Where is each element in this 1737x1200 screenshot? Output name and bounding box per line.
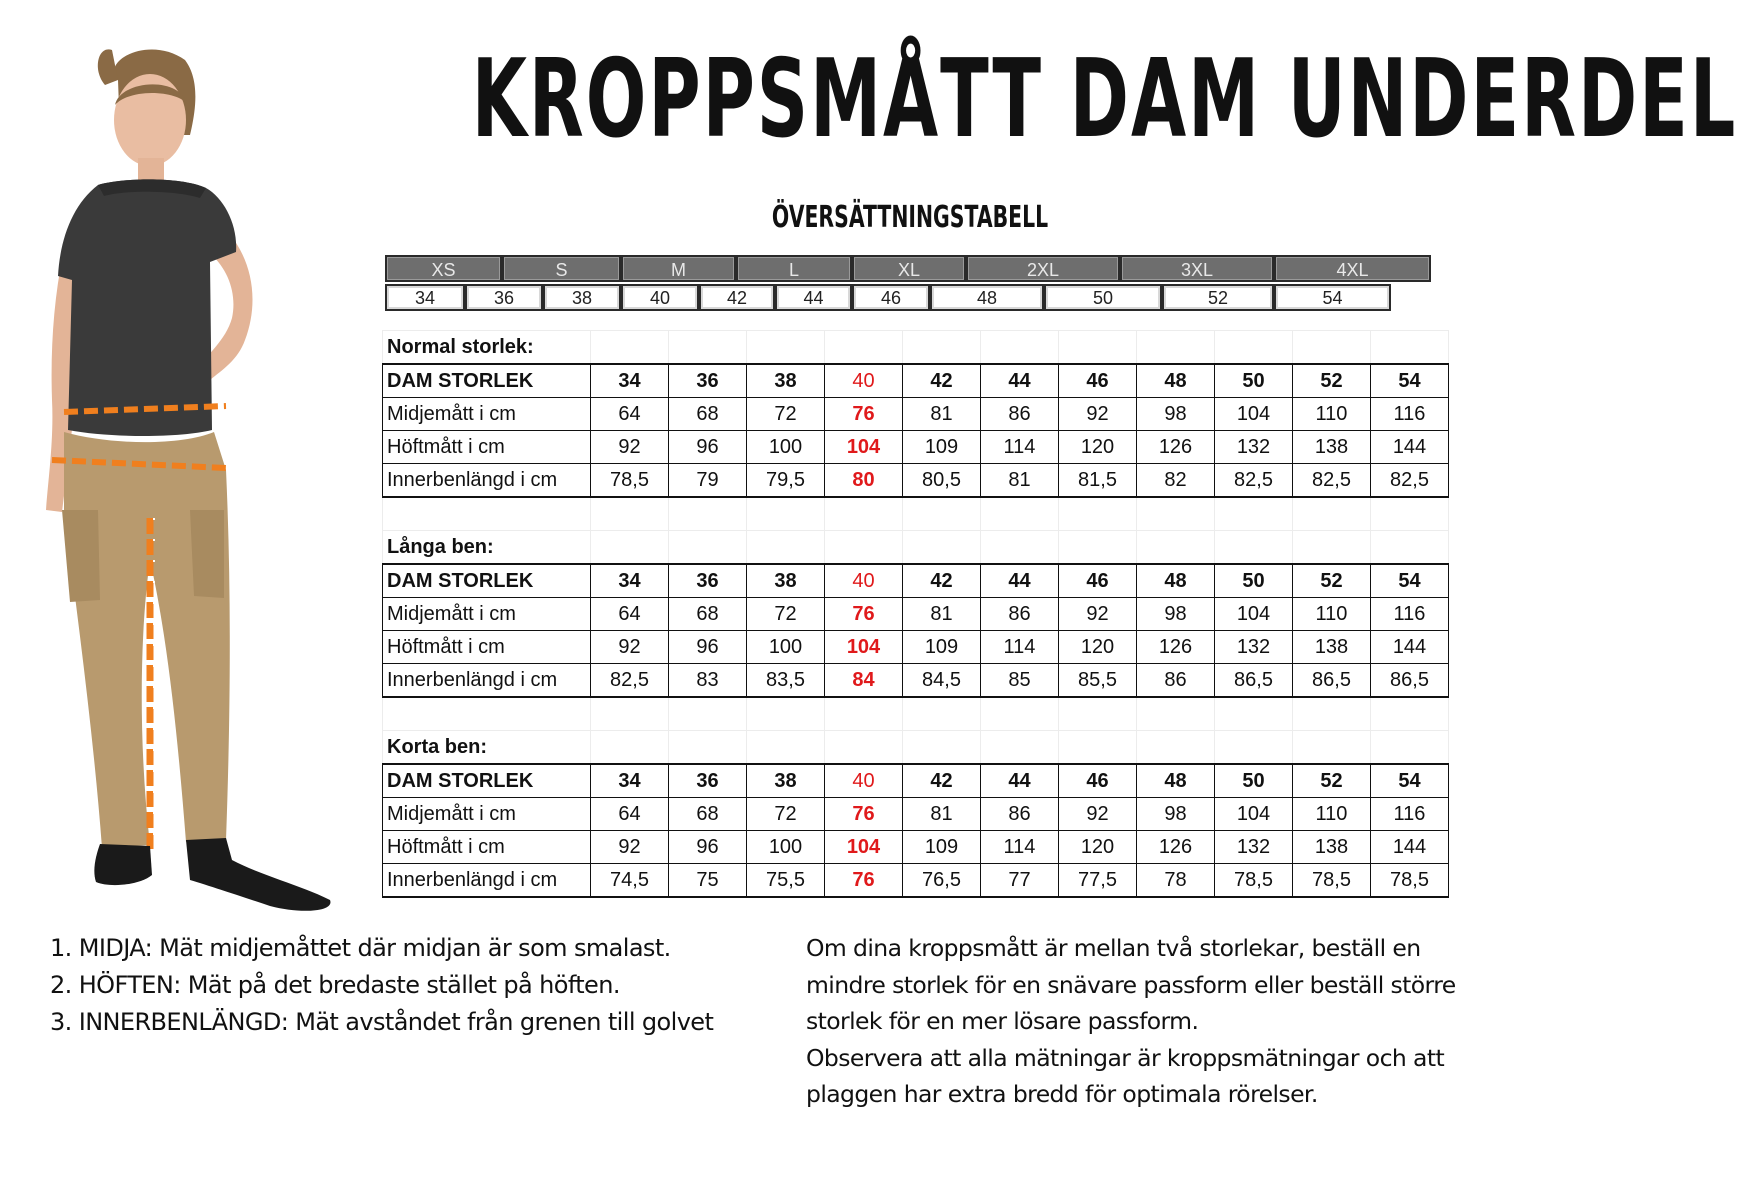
- table-row: [383, 831, 1449, 864]
- empty-cell: [903, 497, 981, 531]
- measure-value: 120: [1059, 831, 1137, 864]
- empty-cell: [591, 331, 669, 365]
- measure-value: 110: [1293, 398, 1371, 431]
- size-header-cell: 34: [591, 764, 669, 798]
- measure-value: 76: [825, 798, 903, 831]
- measure-value: 116: [1371, 598, 1449, 631]
- size-header-cell: 48: [1137, 564, 1215, 598]
- measure-value: 92: [1059, 398, 1137, 431]
- size-header-cell: 36: [669, 764, 747, 798]
- size-header-cell: 48: [1137, 764, 1215, 798]
- measure-value: 116: [1371, 798, 1449, 831]
- measure-value: 85: [981, 664, 1059, 698]
- size-header-cell: 54: [1371, 564, 1449, 598]
- empty-cell: [825, 731, 903, 765]
- size-header-cell: 52: [1293, 364, 1371, 398]
- empty-cell: [1059, 731, 1137, 765]
- empty-cell: [981, 331, 1059, 365]
- measure-value: 64: [591, 398, 669, 431]
- measure-value: 92: [591, 631, 669, 664]
- empty-cell: [981, 497, 1059, 531]
- measure-value: 75,5: [747, 864, 825, 898]
- measure-value: 86: [981, 798, 1059, 831]
- empty-cell: [747, 531, 825, 565]
- measure-value: 100: [747, 631, 825, 664]
- measure-value: 132: [1215, 631, 1293, 664]
- measure-value: 109: [903, 631, 981, 664]
- measuring-instructions: [50, 930, 790, 1041]
- size-header-cell: 48: [1137, 364, 1215, 398]
- size-header-cell: 44: [981, 364, 1059, 398]
- letter-size: XS: [385, 255, 502, 282]
- measure-label: Innerbenlängd i cm: [383, 664, 591, 698]
- empty-cell: [1137, 497, 1215, 531]
- measure-value: 98: [1137, 798, 1215, 831]
- measure-value: 78,5: [591, 464, 669, 498]
- empty-cell: [981, 531, 1059, 565]
- table-section-row: [383, 331, 1449, 365]
- table-spacer-row: [383, 697, 1449, 731]
- measure-value: 79: [669, 464, 747, 498]
- measure-value: 120: [1059, 431, 1137, 464]
- empty-cell: [825, 531, 903, 565]
- empty-cell: [669, 697, 747, 731]
- measure-value: 68: [669, 398, 747, 431]
- empty-cell: [1293, 731, 1371, 765]
- measure-value: 64: [591, 598, 669, 631]
- measure-value: 82: [1137, 464, 1215, 498]
- measure-value: 104: [825, 431, 903, 464]
- empty-cell: [1293, 497, 1371, 531]
- measure-value: 98: [1137, 598, 1215, 631]
- empty-cell: [1215, 331, 1293, 365]
- measure-value: 79,5: [747, 464, 825, 498]
- measure-label: Innerbenlängd i cm: [383, 864, 591, 898]
- measure-value: 83,5: [747, 664, 825, 698]
- measure-value: 80: [825, 464, 903, 498]
- measure-value: 78,5: [1215, 864, 1293, 898]
- measure-value: 72: [747, 398, 825, 431]
- empty-cell: [1293, 531, 1371, 565]
- empty-cell: [1293, 697, 1371, 731]
- size-header-label: DAM STORLEK: [383, 364, 591, 398]
- empty-cell: [1137, 331, 1215, 365]
- measure-value: 114: [981, 431, 1059, 464]
- empty-cell: [591, 697, 669, 731]
- advice-line: Om dina kroppsmått är mellan två storlekar, beställ en: [806, 934, 1421, 962]
- empty-cell: [1293, 331, 1371, 365]
- instruction-hip: 2. HÖFTEN: Mät på det bredaste stället på höften.: [50, 971, 620, 999]
- empty-cell: [1137, 697, 1215, 731]
- size-header-cell: 42: [903, 564, 981, 598]
- number-size: 46: [852, 284, 930, 311]
- measure-value: 82,5: [591, 664, 669, 698]
- number-size: 54: [1274, 284, 1391, 311]
- measure-value: 86: [981, 598, 1059, 631]
- measure-value: 144: [1371, 631, 1449, 664]
- letter-size: XL: [852, 255, 966, 282]
- measure-value: 81: [903, 798, 981, 831]
- number-size: 34: [385, 284, 465, 311]
- measure-value: 114: [981, 631, 1059, 664]
- empty-cell: [383, 697, 591, 731]
- measure-value: 104: [1215, 598, 1293, 631]
- measure-value: 77,5: [1059, 864, 1137, 898]
- table-section-row: [383, 531, 1449, 565]
- letter-size: 4XL: [1274, 255, 1431, 282]
- measure-value: 75: [669, 864, 747, 898]
- measure-value: 84,5: [903, 664, 981, 698]
- measure-label: Höftmått i cm: [383, 431, 591, 464]
- table-row: [383, 598, 1449, 631]
- measure-label: Midjemått i cm: [383, 798, 591, 831]
- measure-value: 85,5: [1059, 664, 1137, 698]
- measure-value: 64: [591, 798, 669, 831]
- measure-value: 86: [981, 398, 1059, 431]
- model-figure: [0, 40, 380, 920]
- size-header-cell: 52: [1293, 764, 1371, 798]
- measure-value: 144: [1371, 431, 1449, 464]
- size-header-cell: 40: [825, 364, 903, 398]
- size-header-label: DAM STORLEK: [383, 764, 591, 798]
- number-size: 44: [775, 284, 852, 311]
- empty-cell: [1371, 731, 1449, 765]
- measure-value: 78,5: [1371, 864, 1449, 898]
- number-size: 38: [543, 284, 621, 311]
- empty-cell: [669, 731, 747, 765]
- table-row: [383, 798, 1449, 831]
- measure-value: 68: [669, 598, 747, 631]
- empty-cell: [591, 731, 669, 765]
- measure-value: 76: [825, 598, 903, 631]
- measure-value: 132: [1215, 431, 1293, 464]
- measure-value: 116: [1371, 398, 1449, 431]
- measure-value: 104: [825, 631, 903, 664]
- size-header-cell: 36: [669, 564, 747, 598]
- empty-cell: [1371, 531, 1449, 565]
- measure-value: 96: [669, 631, 747, 664]
- measure-value: 78,5: [1293, 864, 1371, 898]
- size-table: [382, 330, 1449, 898]
- measure-value: 74,5: [591, 864, 669, 898]
- empty-cell: [1059, 531, 1137, 565]
- measure-value: 96: [669, 831, 747, 864]
- letter-size: L: [736, 255, 852, 282]
- instruction-waist: 1. MIDJA: Mät midjemåttet där midjan är som smalast.: [50, 934, 671, 962]
- empty-cell: [747, 497, 825, 531]
- measure-value: 76,5: [903, 864, 981, 898]
- size-header-cell: 50: [1215, 364, 1293, 398]
- measure-value: 92: [591, 831, 669, 864]
- size-header-cell: 54: [1371, 764, 1449, 798]
- measure-value: 84: [825, 664, 903, 698]
- empty-cell: [383, 497, 591, 531]
- measure-value: 78: [1137, 864, 1215, 898]
- size-header-cell: 44: [981, 764, 1059, 798]
- empty-cell: [903, 697, 981, 731]
- empty-cell: [1215, 731, 1293, 765]
- size-header-cell: 54: [1371, 364, 1449, 398]
- number-size: 40: [621, 284, 699, 311]
- measure-value: 86: [1137, 664, 1215, 698]
- size-header-cell: 52: [1293, 564, 1371, 598]
- table-row: [383, 664, 1449, 698]
- measure-value: 120: [1059, 631, 1137, 664]
- size-header-cell: 46: [1059, 364, 1137, 398]
- letter-size: S: [502, 255, 621, 282]
- empty-cell: [1137, 731, 1215, 765]
- size-header-cell: 46: [1059, 564, 1137, 598]
- table-row: [383, 398, 1449, 431]
- number-size: 42: [699, 284, 775, 311]
- table-section-row: [383, 731, 1449, 765]
- measure-value: 138: [1293, 831, 1371, 864]
- measure-value: 81: [981, 464, 1059, 498]
- measure-value: 110: [1293, 598, 1371, 631]
- measure-value: 126: [1137, 831, 1215, 864]
- size-header-cell: 38: [747, 564, 825, 598]
- measure-value: 104: [1215, 798, 1293, 831]
- letter-size: 3XL: [1120, 255, 1274, 282]
- table-header-row: [383, 364, 1449, 398]
- empty-cell: [669, 331, 747, 365]
- measure-value: 72: [747, 798, 825, 831]
- measure-value: 92: [591, 431, 669, 464]
- section-title: Korta ben:: [383, 731, 591, 765]
- empty-cell: [981, 697, 1059, 731]
- measure-value: 126: [1137, 431, 1215, 464]
- table-row: [383, 864, 1449, 898]
- measure-value: 81,5: [1059, 464, 1137, 498]
- size-header-cell: 40: [825, 764, 903, 798]
- empty-cell: [669, 531, 747, 565]
- number-size: 50: [1044, 284, 1162, 311]
- fit-advice: [806, 930, 1466, 1113]
- table-row: [383, 464, 1449, 498]
- measure-value: 83: [669, 664, 747, 698]
- measure-value: 77: [981, 864, 1059, 898]
- measure-value: 144: [1371, 831, 1449, 864]
- size-header-cell: 38: [747, 364, 825, 398]
- size-header-cell: 38: [747, 764, 825, 798]
- size-header-cell: 34: [591, 364, 669, 398]
- measure-value: 126: [1137, 631, 1215, 664]
- measure-value: 81: [903, 398, 981, 431]
- size-header-label: DAM STORLEK: [383, 564, 591, 598]
- measure-value: 132: [1215, 831, 1293, 864]
- table-row: [383, 431, 1449, 464]
- advice-line: mindre storlek för en snävare passform eller beställ större: [806, 970, 1456, 999]
- measure-value: 109: [903, 431, 981, 464]
- empty-cell: [591, 497, 669, 531]
- measure-value: 92: [1059, 598, 1137, 631]
- empty-cell: [669, 497, 747, 531]
- measure-value: 86,5: [1293, 664, 1371, 698]
- empty-cell: [825, 497, 903, 531]
- measure-value: 82,5: [1215, 464, 1293, 498]
- size-header-cell: 34: [591, 564, 669, 598]
- empty-cell: [747, 731, 825, 765]
- empty-cell: [591, 531, 669, 565]
- section-title: Normal storlek:: [383, 331, 591, 365]
- measure-label: Höftmått i cm: [383, 631, 591, 664]
- letter-size: M: [621, 255, 736, 282]
- measure-value: 76: [825, 398, 903, 431]
- measure-value: 92: [1059, 798, 1137, 831]
- empty-cell: [1371, 331, 1449, 365]
- measure-label: Midjemått i cm: [383, 598, 591, 631]
- empty-cell: [1059, 497, 1137, 531]
- empty-cell: [1215, 497, 1293, 531]
- empty-cell: [1137, 531, 1215, 565]
- measure-label: Innerbenlängd i cm: [383, 464, 591, 498]
- table-header-row: [383, 564, 1449, 598]
- number-size: 48: [930, 284, 1044, 311]
- number-size-row: [385, 284, 1391, 311]
- measure-value: 72: [747, 598, 825, 631]
- measure-value: 82,5: [1371, 464, 1449, 498]
- section-title: Långa ben:: [383, 531, 591, 565]
- conversion-table-title: ÖVERSÄTTNINGSTABELL: [771, 200, 1049, 235]
- empty-cell: [903, 731, 981, 765]
- letter-size: 2XL: [966, 255, 1120, 282]
- measure-value: 138: [1293, 631, 1371, 664]
- empty-cell: [1371, 697, 1449, 731]
- measure-value: 110: [1293, 798, 1371, 831]
- advice-line: storlek för en mer lösare passform.: [806, 1007, 1199, 1035]
- size-header-cell: 42: [903, 764, 981, 798]
- size-header-cell: 44: [981, 564, 1059, 598]
- table-header-row: [383, 764, 1449, 798]
- empty-cell: [825, 331, 903, 365]
- empty-cell: [747, 331, 825, 365]
- empty-cell: [1059, 331, 1137, 365]
- empty-cell: [825, 697, 903, 731]
- size-header-cell: 42: [903, 364, 981, 398]
- measure-value: 80,5: [903, 464, 981, 498]
- measure-label: Midjemått i cm: [383, 398, 591, 431]
- table-row: [383, 631, 1449, 664]
- measure-value: 76: [825, 864, 903, 898]
- measure-value: 86,5: [1371, 664, 1449, 698]
- size-tables: [382, 330, 1448, 898]
- measure-value: 96: [669, 431, 747, 464]
- measure-value: 82,5: [1293, 464, 1371, 498]
- empty-cell: [903, 531, 981, 565]
- empty-cell: [1371, 497, 1449, 531]
- measure-label: Höftmått i cm: [383, 831, 591, 864]
- measure-value: 104: [1215, 398, 1293, 431]
- measure-value: 104: [825, 831, 903, 864]
- empty-cell: [903, 331, 981, 365]
- page-title: KROPPSMÅTT DAM UNDERDEL: [471, 37, 1737, 162]
- size-header-cell: 46: [1059, 764, 1137, 798]
- advice-line: Observera att alla mätningar är kroppsmätningar och att: [806, 1043, 1445, 1072]
- measure-value: 98: [1137, 398, 1215, 431]
- empty-cell: [747, 697, 825, 731]
- measure-value: 100: [747, 831, 825, 864]
- empty-cell: [1215, 697, 1293, 731]
- size-header-cell: 36: [669, 364, 747, 398]
- table-spacer-row: [383, 497, 1449, 531]
- empty-cell: [981, 731, 1059, 765]
- measure-value: 100: [747, 431, 825, 464]
- size-conversion-strip: [385, 255, 1435, 313]
- instruction-inseam: 3. INNERBENLÄNGD: Mät avståndet från grenen till golvet: [50, 1008, 714, 1036]
- empty-cell: [1215, 531, 1293, 565]
- size-header-cell: 50: [1215, 764, 1293, 798]
- letter-size-row: [385, 255, 1431, 282]
- measure-value: 109: [903, 831, 981, 864]
- empty-cell: [1059, 697, 1137, 731]
- model-illustration: [0, 40, 380, 920]
- measure-value: 68: [669, 798, 747, 831]
- number-size: 36: [465, 284, 543, 311]
- advice-line: plaggen har extra bredd för optimala rörelser.: [806, 1080, 1318, 1108]
- measure-value: 81: [903, 598, 981, 631]
- size-header-cell: 40: [825, 564, 903, 598]
- size-header-cell: 50: [1215, 564, 1293, 598]
- measure-value: 138: [1293, 431, 1371, 464]
- measure-value: 114: [981, 831, 1059, 864]
- number-size: 52: [1162, 284, 1274, 311]
- measure-value: 86,5: [1215, 664, 1293, 698]
